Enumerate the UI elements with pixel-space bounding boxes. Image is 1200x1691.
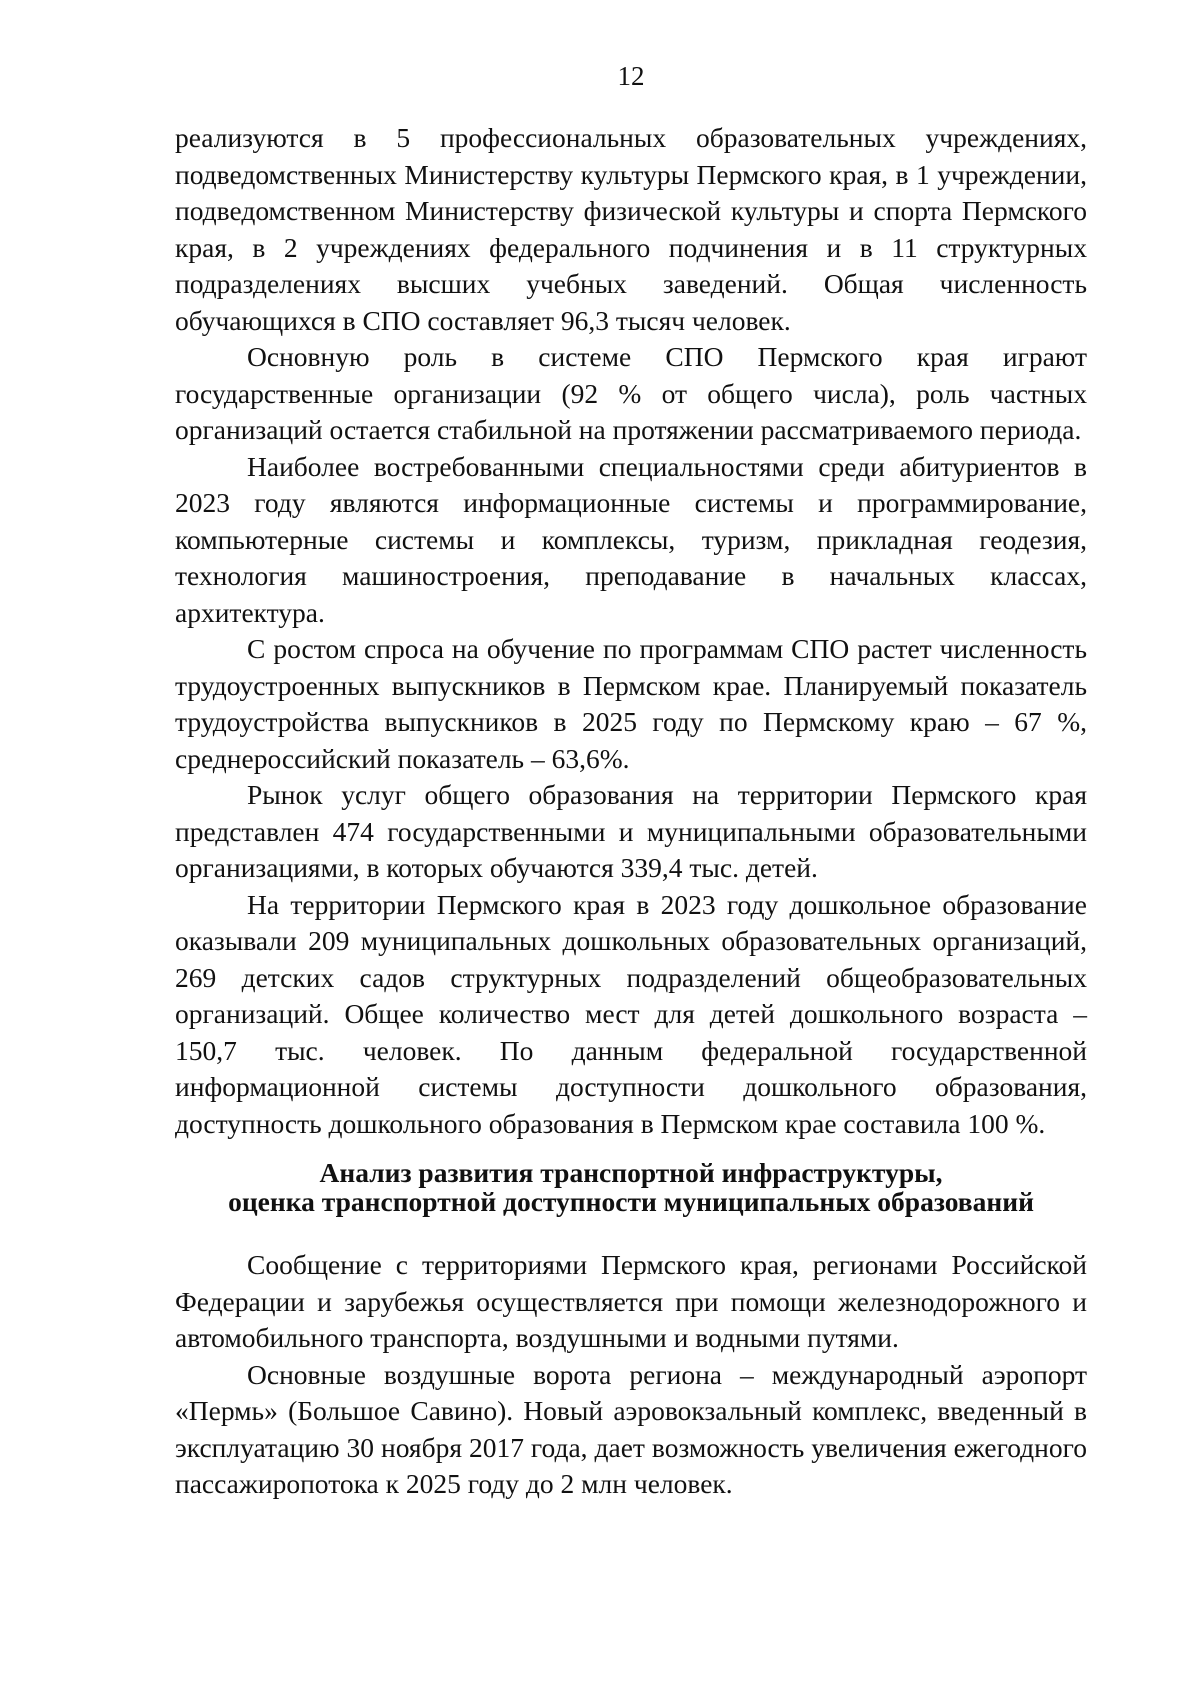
paragraph-popular-specialties: Наиболее востребованными специальностями среди абитуриентов в 2023 году являются информационные системы и программирование, компьютерные системы и комплексы, туризм, прикладная геодезия, технология машиностроения, преподавание в начальных классах, архитектура. [175, 450, 1087, 628]
paragraph-spo-institutions: реализуются в 5 профессиональных образовательных учреждениях, подведомственных Министерству культуры Пермского края, в 1 учреждении, подведомственном Министерству физической культуры и спорта Пермского края, в 2 учреждениях федерального подчинения и в 11 структурных подразделениях высших учебных заведений. Общая численность обучающихся в СПО составляет 96,3 тысяч человек. [175, 122, 1087, 336]
section-heading [175, 1158, 1087, 1216]
section-heading-line-1: Анализ развития транспортной инфраструктуры, [319, 1157, 943, 1188]
page-number: 12 [617, 61, 645, 91]
paragraph-graduate-employment: С ростом спроса на обучение по программам СПО растет численность трудоустроенных выпускников в Пермском крае. Планируемый показатель трудоустройства выпускников в 2025 году по Пермскому краю – 67 %, среднероссийский показатель – 63,6%. [175, 633, 1087, 774]
paragraph-spo-role: Основную роль в системе СПО Пермского края играют государственные организации (92 % от общего числа), роль частных организаций остается стабильной на протяжении рассматриваемого периода. [175, 341, 1087, 445]
paragraph-preschool-education: На территории Пермского края в 2023 году дошкольное образование оказывали 209 муниципальных дошкольных образовательных организаций, 269 детских садов структурных подразделений общеобразовательных организаций. Общее количество мест для детей дошкольного возраста – 150,7 тыс. человек. По данным федеральной государственной информационной системы доступности дошкольного образования, доступность дошкольного образования в Пермском крае составила 100 %. [175, 888, 1087, 1139]
heading-spacer [175, 1216, 1087, 1247]
document-body [175, 120, 1087, 1503]
paragraph-transport-connections: Сообщение с территориями Пермского края, регионами Российской Федерации и зарубежья осуществляется при помощи железнодорожного и автомобильного транспорта, воздушными и водными путями. [175, 1249, 1087, 1353]
section-heading-line-2: оценка транспортной доступности муниципальных образований [228, 1186, 1034, 1217]
paragraph-general-education: Рынок услуг общего образования на территории Пермского края представлен 474 государственными и муниципальными образовательными организациями, в которых обучаются 339,4 тыс. детей. [175, 779, 1087, 883]
paragraph-airport: Основные воздушные ворота региона – международный аэропорт «Пермь» (Большое Савино). Новый аэровокзальный комплекс, введенный в эксплуатацию 30 ноября 2017 года, дает возможность увеличения ежегодного пассажиропотока к 2025 году до 2 млн человек. [175, 1358, 1087, 1499]
